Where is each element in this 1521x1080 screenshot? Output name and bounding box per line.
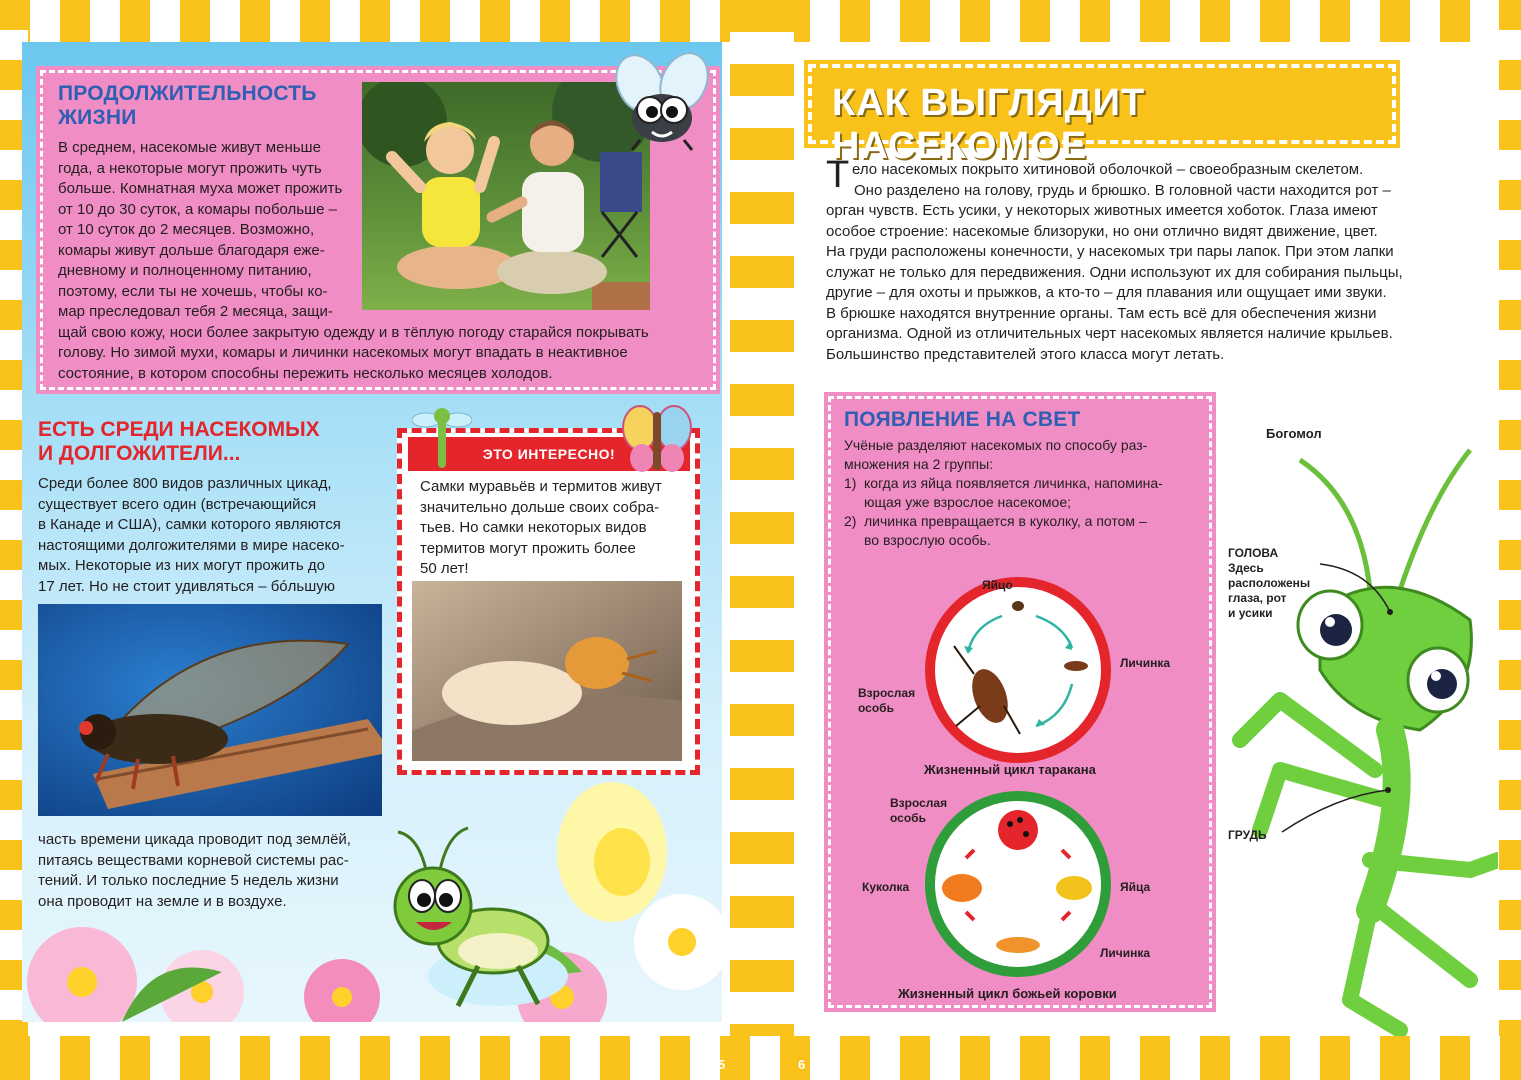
intro-drop-cap: Т <box>826 154 850 196</box>
cockroach-larva-label: Личинка <box>1120 656 1171 670</box>
page-number-left: 5 <box>718 1057 726 1072</box>
dragonfly-icon <box>412 402 472 472</box>
intro-text: Т ело насекомых покрыто хитиновой оболочкой – своеобразным скелетом. Оно разделено на голову, грудь и брюшко. В головной части находится рот – орган чувств. Есть усики, у некоторых животных имеется хоботок. Глаза имеют особое строение: насекомые близоруки, но они отлично видят движение, цвет. На груди расположены конечности, у насекомых три пары лапок. При этом лапки служат не только для передвижения. Одни используют их для собирания пыльцы, другие – для охоты и прыжков, а кто-то – для плавания или ощущает ими звуки. В брюшке находятся внутренние органы. Там есть всё для обеспечения жизни организма. Одной из отличительных черт насекомых является наличие крыльев. Большинство представителей этого класса могут летать. <box>826 154 1403 363</box>
cockroach-egg-label: Яйцо <box>982 578 1013 592</box>
birth-title: ПОЯВЛЕНИЕ НА СВЕТ <box>844 408 1081 431</box>
longlivers-text-after: часть времени цикада проводит под землёй, питаясь веществами корневой системы рас- тений. И только последние 5 недель жизни она проводит на земле и в воздухе. <box>38 831 351 910</box>
termite-photo <box>412 581 682 761</box>
birth-text: Учёные разделяют насекомых по способу раз- множения на 2 группы: 1) когда из яйца появляется личинка, напомина- ющая уже взрослое насекомое; 2) личинка превращается в куколку, а потом – во взрослую особь. <box>844 437 1163 548</box>
mantis-name-label: Богомол <box>1266 426 1322 441</box>
lifespan-text: В среднем, насекомые живут меньше года, а некоторые могут прожить чуть больше. Комнатная муха может прожить от 10 до 30 суток, а комары побольше – от 10 суток до 2 месяцев. Возможно, комары живут дольше благодаря еже- дневному и полноценному питанию, поэтому, если ты не хочешь, чтобы ко- мар преследовал тебя 2 месяца, защи- щай свою кожу, носи более закрытую одежду и в тёплую погоду старайся покрывать голову. Но зимой мухи, комары и личинки насекомых могут впадать в неактивное состояние, в котором способны пережить несколько месяцев холодов. <box>58 139 649 382</box>
bottom-stripe-border <box>0 1036 1521 1080</box>
interesting-text: Самки муравьёв и термитов живут значительно дольше своих собра- тьев. Но самки некоторых видов термитов могут прожить более 50 лет! <box>420 478 662 577</box>
interesting-box <box>397 428 700 775</box>
longlivers-title: ЕСТЬ СРЕДИ НАСЕКОМЫХ И ДОЛГОЖИТЕЛИ... <box>38 418 320 465</box>
people-photo <box>362 82 650 310</box>
spine-stripe-border <box>730 0 794 1080</box>
grasshopper-mascot-icon <box>378 826 568 1016</box>
longlivers-text: Среди более 800 видов различных цикад, существует всего один (встречающийся в Канаде и США), самки которого являются настоящими долгожителями в мире насеко- мых. Некоторые из них могут прожить до 17 лет. Но не стоит удивляться – бóльшую <box>38 475 345 595</box>
ladybug-cycle-diagram <box>924 790 1112 978</box>
page-number-right: 6 <box>798 1057 806 1072</box>
chest-pointer-line <box>1276 786 1396 836</box>
left-page <box>22 42 722 1022</box>
cockroach-cycle-caption: Жизненный цикл таракана <box>924 762 1096 777</box>
butterfly-icon <box>622 402 692 474</box>
lifespan-title: ПРОДОЛЖИТЕЛЬНОСТЬ ЖИЗНИ <box>58 82 317 129</box>
ladybug-pupa-label: Куколка <box>862 880 910 894</box>
mantis-illustration <box>1220 440 1498 1036</box>
fly-mascot-icon <box>610 52 714 152</box>
ladybug-cycle-caption: Жизненный цикл божьей коровки <box>898 986 1117 1001</box>
ladybug-eggs-label: Яйца <box>1120 880 1151 894</box>
right-stripe-border <box>1499 0 1521 1080</box>
chest-label: ГРУДЬ <box>1228 828 1267 842</box>
flowers-decoration <box>22 782 722 1022</box>
ladybug-adult-label: Взрослая особь <box>890 796 948 825</box>
interesting-header: ЭТО ИНТЕРЕСНО! <box>408 437 690 471</box>
ladybug-larva-label: Личинка <box>1100 946 1151 960</box>
head-label: ГОЛОВА Здесь расположены глаза, рот и усики <box>1228 546 1311 620</box>
cockroach-cycle-diagram <box>924 576 1112 764</box>
main-title: КАК ВЫГЛЯДИТ НАСЕКОМОЕ <box>832 82 1146 167</box>
cockroach-adult-label: Взрослая особь <box>858 686 916 715</box>
main-title-bar <box>808 64 1396 167</box>
